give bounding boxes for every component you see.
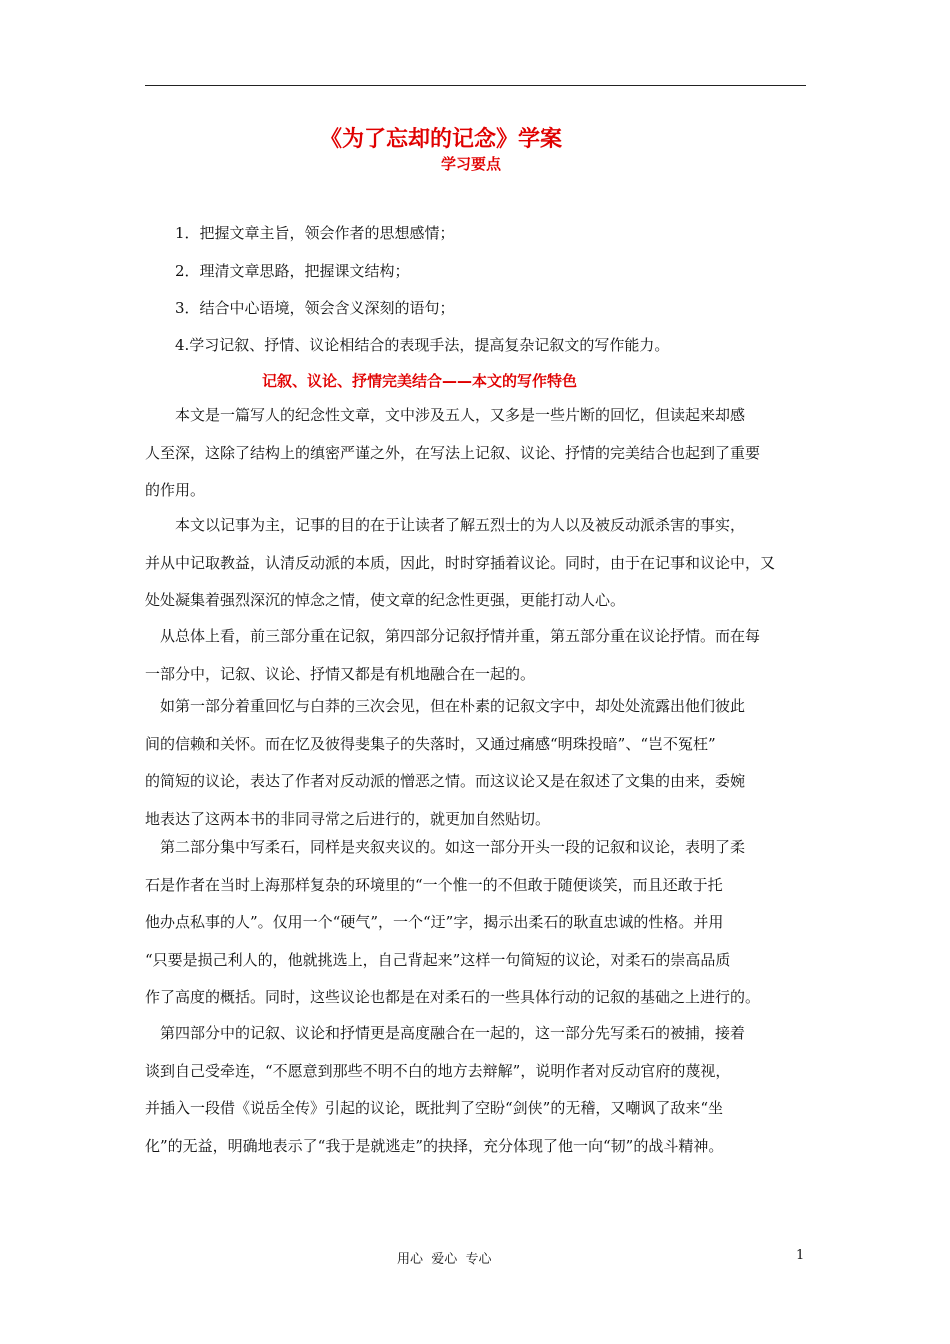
paragraph-line: 本文是一篇写人的纪念性文章，文中涉及五人，又多是一些片断的回忆，但读起来却感 — [145, 406, 746, 424]
paragraph-line: 间的信赖和关怀。而在忆及彼得斐集子的失落时，又通过痛感“明珠投暗”、“岂不冤枉” — [145, 734, 716, 753]
body-paragraph — [145, 397, 807, 510]
body-paragraph — [145, 507, 807, 620]
paragraph-line: 人至深，这除了结构上的缜密严谨之外，在写法上记叙、议论、抒情的完美结合也起到了重要 — [145, 443, 761, 462]
body-paragraph — [145, 618, 807, 693]
paragraph-line: 谈到自己受牵连，“不愿意到那些不明不白的地方去辩解”，说明作者对反动官府的蔑视， — [145, 1061, 731, 1080]
body-paragraph — [145, 829, 807, 1017]
objective-item: 3．结合中心语境，领会含义深刻的语句； — [175, 299, 455, 317]
paragraph-line: 本文以记事为主，记事的目的在于让读者了解五烈士的为人以及被反动派杀害的事实， — [145, 516, 746, 534]
body-paragraph — [145, 688, 807, 838]
paragraph-line: 石是作者在当时上海那样复杂的环境里的“一个惟一的不但敢于随便谈笑，而且还敢于托 — [145, 875, 723, 894]
body-paragraph — [145, 1015, 807, 1165]
paragraph-line: 地表达了这两本书的非同寻常之后进行的，就更加自然贴切。 — [145, 809, 551, 828]
paragraph-line: “只要是损己利人的，他就挑选上，自己背起来”这样一句简短的议论，对柔石的崇高品质 — [145, 950, 731, 969]
paragraph-line: 并插入一段借《说岳全传》引起的议论，既批判了空盼“剑侠”的无稽，又嘲讽了敌来“坐 — [145, 1099, 724, 1117]
paragraph-line: 作了高度的概括。同时，这些议论也都是在对柔石的一些具体行动的记叙的基础之上进行的。 — [145, 988, 761, 1006]
section-heading: 记叙、议论、抒情完美结合——本文的写作特色 — [262, 372, 578, 390]
paragraph-line: 第二部分集中写柔石，同样是夹叙夹议的。如这一部分开头一段的记叙和议论，表明了柔 — [145, 838, 746, 856]
paragraph-line: 化”的无益，明确地表示了“我于是就逃走”的抉择，充分体现了他一向“韧”的战斗精神。 — [145, 1136, 724, 1155]
page-number: 1 — [796, 1248, 805, 1263]
header-rule — [145, 85, 806, 86]
paragraph-line: 他办点私事的人”。仅用一个“硬气”，一个“迂”字，揭示出柔石的耿直忠诚的性格。并用 — [145, 913, 724, 931]
document-title: 《为了忘却的记念》学案 — [320, 127, 563, 152]
objective-item: 1．把握文章主旨，领会作者的思想感情； — [175, 224, 455, 242]
paragraph-line: 如第一部分着重回忆与白莽的三次会见，但在朴素的记叙文字中，却处处流露出他们彼此 — [145, 697, 746, 715]
paragraph-line: 的作用。 — [145, 481, 206, 499]
objective-item: 4.学习记叙、抒情、议论相结合的表现手法，提高复杂记叙文的写作能力。 — [175, 336, 670, 354]
paragraph-line: 处处凝集着强烈深沉的悼念之情，使文章的纪念性更强，更能打动人心。 — [145, 591, 626, 609]
document-subtitle: 学习要点 — [441, 155, 502, 173]
paragraph-line: 的简短的议论，表达了作者对反动派的憎恶之情。而这议论又是在叙述了文集的由来，委婉 — [145, 772, 746, 790]
paragraph-line: 并从中记取教益，认清反动派的本质，因此，时时穿插着议论。同时，由于在记事和议论中，又 — [145, 553, 776, 572]
paragraph-line: 从总体上看，前三部分重在记叙，第四部分记叙抒情并重，第五部分重在议论抒情。而在每 — [145, 627, 761, 645]
paragraph-line: 第四部分中的记叙、议论和抒情更是高度融合在一起的，这一部分先写柔石的被捕，接着 — [145, 1024, 746, 1042]
objective-item: 2．理清文章思路，把握课文结构； — [175, 262, 410, 280]
paragraph-line: 一部分中，记叙、议论、抒情又都是有机地融合在一起的。 — [145, 664, 536, 683]
footer-motto: 用心 爱心 专心 — [397, 1252, 492, 1267]
